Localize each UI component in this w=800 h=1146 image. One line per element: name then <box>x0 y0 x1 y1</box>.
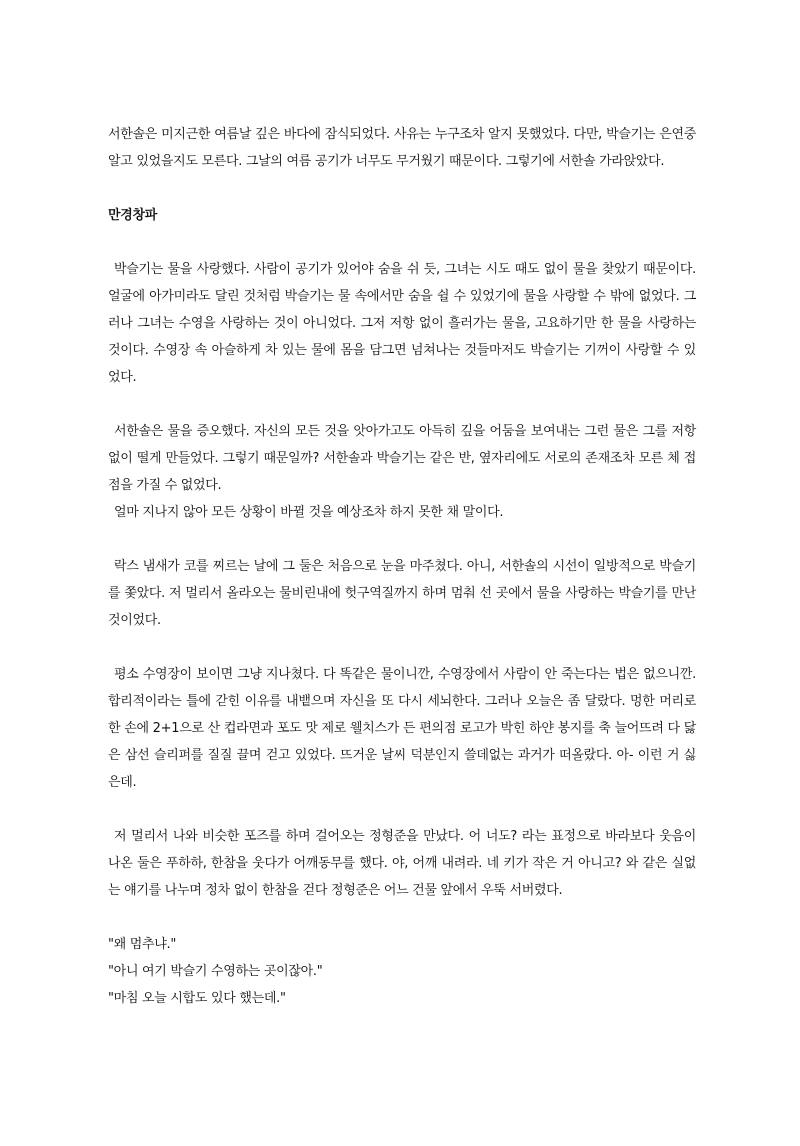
spacer <box>108 904 696 931</box>
dialogue-line-3: "마침 오늘 시합도 있다 했는데." <box>108 991 286 1006</box>
dialogue-block <box>108 931 696 1012</box>
spacer <box>108 526 696 553</box>
section-heading: 만경창파 <box>108 208 158 223</box>
paragraph-3: 얼마 지나지 않아 모든 상황이 바뀔 것을 예상조차 하지 못한 채 말이다. <box>114 505 504 520</box>
spacer <box>108 796 696 823</box>
paragraph-1: 박슬기는 물을 사랑했다. 사람이 공기가 있어야 숨을 쉬 듯, 그녀는 시도 때도 없이 물을 찾았기 때문이다. 얼굴에 아가미라도 달린 것처럼 박슬기는 물 속에서만 숨을 쉴 수 있었기에 물을 사랑할 수 밖에 없었다. 그러나 그녀는 수영을 사랑하는 것이 아니었다. 그저 저항 없이 흘러가는 물을, 고요하기만 한 물을 사랑하는 것이다. 수영장 속 아슬하게 차 있는 물에 몸을 담그면 넘쳐나는 것들마저도 박슬기는 기꺼이 사랑할 수 있었다. <box>108 262 696 385</box>
paragraph-2: 서한솔은 물을 증오했다. 자신의 모든 것을 앗아가고도 아득히 깊을 어둠을 보여내는 그런 물은 그를 저항 없이 떨게 만들었다. 그렇기 때문일까? 서한솔과 박슬기는 같은 반, 옆자리에도 서로의 존재조차 모른 체 접점을 가질 수 없었다. <box>108 424 696 493</box>
dialogue-line-2: "아니 여기 박슬기 수영하는 곳이잖아." <box>108 964 323 979</box>
spacer <box>108 391 696 418</box>
spacer <box>108 229 696 256</box>
paragraph-6: 저 멀리서 나와 비슷한 포즈를 하며 걸어오는 정형준을 만났다. 어 너도? 라는 표정으로 바라보다 웃음이 나온 둘은 푸하하, 한참을 웃다가 어깨동무를 했다. 야, 어깨 내려라. 네 키가 작은 거 아니고? 와 같은 실없는 얘기를 나누며 정차 없이 한참을 걷다 정형준은 어느 건물 앞에서 우뚝 서버렸다. <box>108 829 696 898</box>
intro-paragraph: 서한솔은 미지근한 여름날 깊은 바다에 잠식되었다. 사유는 누구조차 알지 못했었다. 다만, 박슬기는 은연중 알고 있었을지도 모른다. 그날의 여름 공기가 너무도 무거웠기 때문이다. 그렇기에 서한솔 가라앉았다. <box>108 127 696 169</box>
paragraph-5: 평소 수영장이 보이면 그냥 지나쳤다. 다 똑같은 물이니깐, 수영장에서 사람이 안 죽는다는 법은 없으니깐. 합리적이라는 틀에 갇힌 이유를 내뱉으며 자신을 또 다시 세뇌한다. 그러나 오늘은 좀 달랐다. 멍한 머리로 한 손에 2+1으로 산 컵라면과 포도 맛 제로 웰치스가 든 편의점 로고가 박힌 하얀 봉지를 축 늘어뜨려 다 닳은 삼선 슬리퍼를 질질 끌며 걷고 있었다. 뜨거운 날씨 덕분인지 쓸데없는 과거가 떠올랐다. 아- 이런 거 싫은데. <box>108 667 696 790</box>
spacer <box>108 634 696 661</box>
paragraph-4: 락스 냄새가 코를 찌르는 날에 그 둘은 처음으로 눈을 마주쳤다. 아니, 서한솔의 시선이 일방적으로 박슬기를 쫓았다. 저 멀리서 올라오는 물비린내에 헛구역질까지 하며 멈춰 선 곳에서 물을 사랑하는 박슬기를 만난 것이었다. <box>108 559 696 628</box>
dialogue-line-1: "왜 멈추냐." <box>108 937 177 952</box>
spacer <box>108 175 696 202</box>
document-body <box>108 121 696 1012</box>
